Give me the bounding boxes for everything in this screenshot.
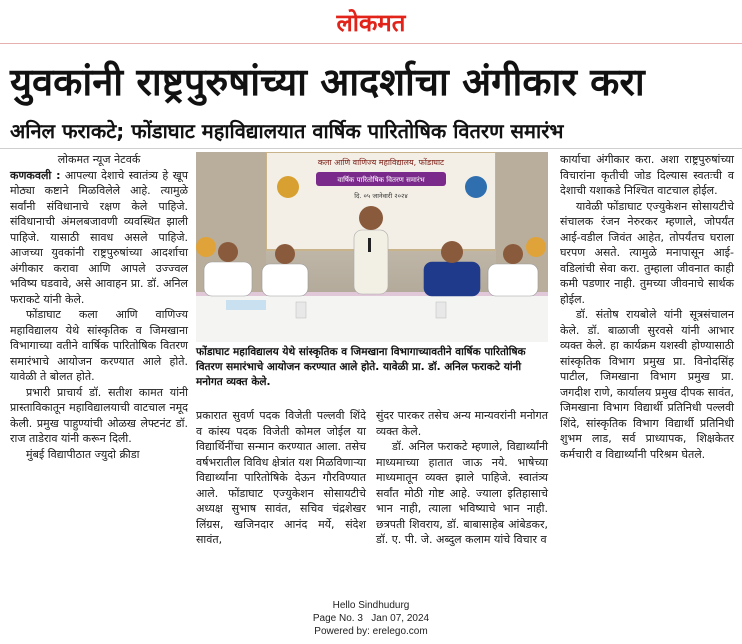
banner-subtitle: वार्षिक पारितोषिक वितरण समारंभ — [337, 176, 425, 184]
article-paragraph: प्रभारी प्राचार्य डॉ. सतीश कामत यांनी प्रास्ताविकातून महाविद्यालयाची वाटचाल नमूद केली. प्रमुख पाहुण्यांची ओळख लेफ्टनंट डॉ. राज ताडेराव यांनी करून दिली. — [10, 385, 188, 445]
article-paragraph: सुंदर पारकर तसेच अन्य मान्यवरांनी मनोगत व्यक्त केले. — [376, 409, 548, 438]
masthead — [0, 0, 742, 44]
photo-caption: फोंडाघाट महाविद्यालय येथे सांस्कृतिक व जिमखाना विभागाच्यावतीने वार्षिक पारितोषिक वितरण समारंभाचे आयोजन करण्यात आले होते. यावेळी प्रा. डॉ. अनिल फराकटे यांनी मनोगत व्यक्त केले. — [196, 346, 526, 388]
page-footer — [0, 599, 742, 638]
newspaper-logo[interactable]: लोकमत — [336, 8, 406, 37]
article-paragraph: मुंबई विद्यापीठात ज्युदो क्रीडा — [26, 447, 140, 461]
article-column-2 — [196, 408, 366, 548]
byline: लोकमत न्यूज नेटवर्क — [57, 153, 141, 166]
footer-powered-by[interactable]: Powered by: erelego.com — [314, 626, 428, 637]
article-column-3 — [376, 408, 548, 548]
subheadline: अनिल फराकटे; फोंडाघाट महाविद्यालयात वार्षिक पारितोषिक वितरण समारंभ — [10, 119, 564, 143]
article-column-4 — [560, 152, 734, 462]
divider — [0, 148, 742, 149]
article-column-1 — [10, 152, 188, 462]
event-photo-illustration — [196, 152, 548, 342]
article-paragraph: प्रकारात सुवर्ण पदक विजेती पल्लवी शिंदे व कांस्य पदक विजेती कोमल जोईल या विद्यार्थिनींचा सन्मान करण्यात आला. तसेच वर्षभरातील विविध क्षेत्रांत यश मिळविणाऱ्या विद्यार्थ्यांना पारितोषिके देऊन गौरविण्यात आले. फोंडाघाट एज्युकेशन सोसायटीचे अध्यक्ष सुभाष सावंत, सचिव चंद्रशेखर लिंग्रस, खजिनदार आनंद मर्ये, संदेश सावंत, — [196, 409, 366, 546]
headline: युवकांनी राष्ट्रपुरुषांच्या आदर्शाचा अंगीकार करा — [10, 60, 645, 104]
dateline: कणकवली : — [10, 168, 61, 182]
footer-page-date: Page No. 3 Jan 07, 2024 — [312, 613, 430, 624]
article-paragraph: डॉ. अनिल फराकटे म्हणाले, विद्यार्थ्यांनी माध्यमाच्या हातात जाऊ नये. भाषेच्या माध्यमातून व्यक्त झाले पाहिजे. स्वातंत्र्य सर्वांत मोठी गोष्ट आहे. ज्याला इतिहासाचे भान नाही, त्याला भविष्याचे भान नाही. छत्रपती शिवराय, डॉ. बाबासाहेब आंबेडकर, डॉ. ए. पी. जे. अब्दुल कलाम यांचे विचार व — [376, 440, 548, 546]
footer-edition: Hello Sindhudurg — [332, 600, 410, 611]
article-paragraph: डॉ. संतोष रायबोले यांनी सूत्रसंचालन केले. डॉ. बाळाजी सुरवसे यांनी आभार व्यक्त केले. हा कार्यक्रम यशस्वी होण्यासाठी सांस्कृतिक विभाग प्रमुख प्रा. विनोदसिंह पाटील, जिमखाना विभाग प्रमुख प्रा. जगदीश राणे, कार्यालय प्रमुख दीपक सावंत, जिमखाना विभाग विद्यार्थी प्रतिनिधी पल्लवी शिंदे, सांस्कृतिक विभाग विद्यार्थी प्रतिनिधी शुभम लाड, सर्व प्राध्यापक, शिक्षकेतर कर्मचारी व विद्यार्थ्यांनी परिश्रम घेतले. — [560, 308, 734, 461]
banner-title: कला आणि वाणिज्य महाविद्यालय, फोंडाघाट — [317, 158, 445, 167]
banner-date: दि. ०५ जानेवारी २०२४ — [354, 192, 408, 200]
article-paragraph: यावेळी फोंडाघाट एज्युकेशन सोसायटीचे संचालक रंजन नेरुरकर म्हणाले, जोपर्यंत आई-वडील जिवंत आहेत, तोपर्यंतच घराला घरपण असते. त्यामुळे मनापासून आई-वडिलांची सेवा करा. तुम्हाला जीवनात काही कमी पडणार नाही. तुमच्या जीवनाचे सार्थक होईल. — [560, 199, 734, 306]
article-paragraph: फोंडाघाट कला आणि वाणिज्य महाविद्यालय येथे सांस्कृतिक व जिमखाना विभागाच्या वतीने वार्षिक पारितोषिक वितरण समारंभाचे आयोजन करण्यात आले होते. यावेळी ते बोलत होते. — [10, 308, 188, 383]
article-paragraph: कार्याचा अंगीकार करा. अशा राष्ट्रपुरुषांच्या विचारांना कृतीची जोड दिल्यास स्वतःची व देशाची यशाकडे निश्चित वाटचाल होईल. — [560, 153, 734, 197]
event-photo[interactable] — [196, 152, 548, 342]
article-paragraph: कणकवली : आपल्या देशाचे स्वातंत्र्य हे खूप मोठ्या कष्टाने मिळविलेले आहे. त्यामुळे सर्वांनी संविधानाचे रक्षण केले पाहिजे. संविधानाची अंमलबजावणी व्यवस्थित झाली पाहिजे. यासाठी सावध असले पाहिजे. आजच्या युवकांनी राष्ट्रपुरुषांच्या आदर्शाचा अंगीकार करावा आणि आपले उज्ज्वल भविष्य घडवावे, असे आवाहन प्रा. डॉ. अनिल फराकटे यांनी केले. — [10, 168, 188, 306]
